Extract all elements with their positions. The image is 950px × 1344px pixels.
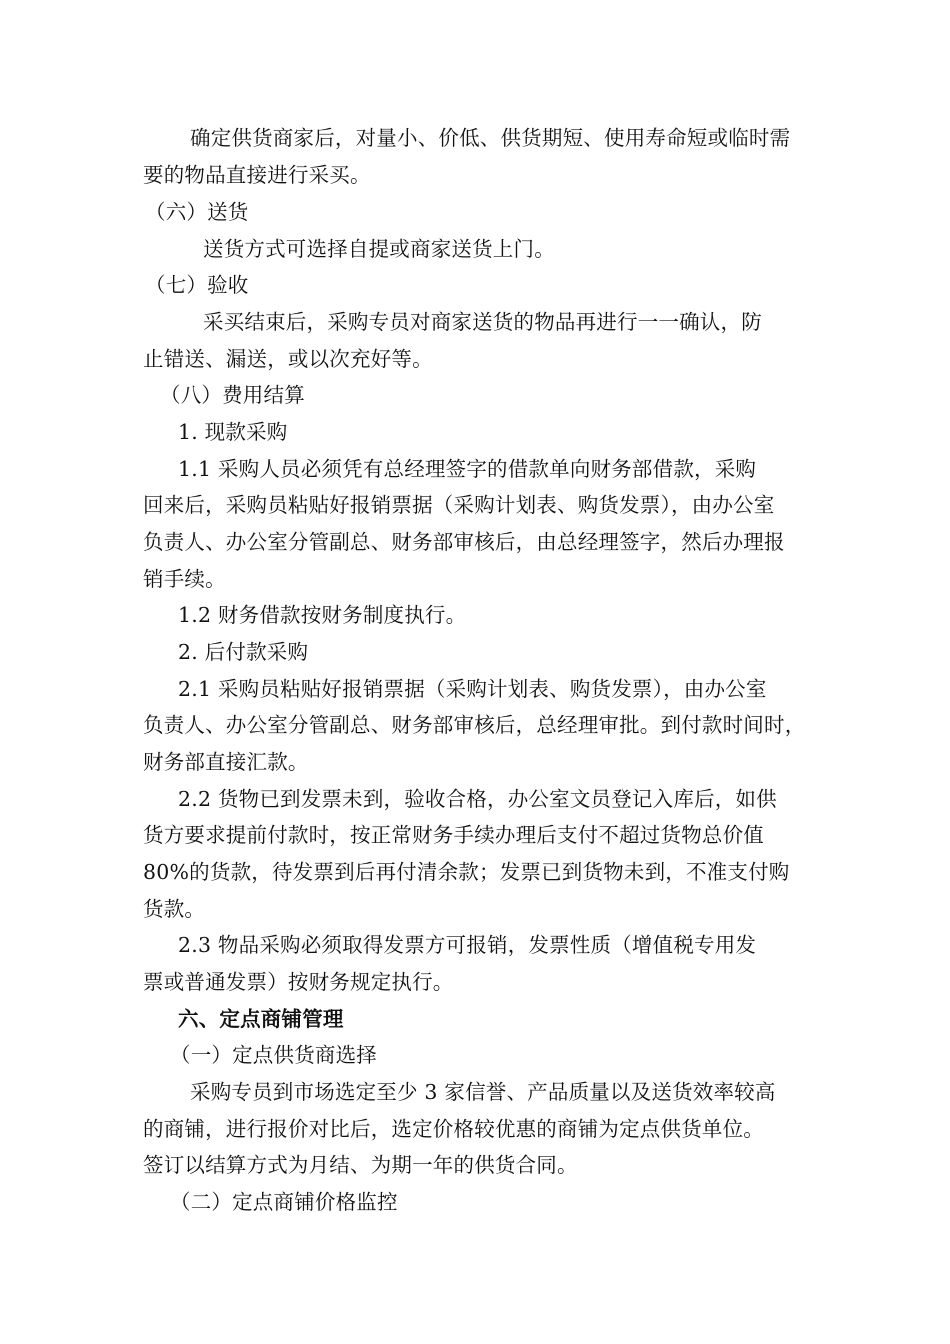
- paragraph-line: 1.2 财务借款按财务制度执行。: [178, 603, 467, 627]
- section-heading-eight-settlement: （八）费用结算: [160, 383, 305, 407]
- subheading-cash-purchase: 1. 现款采购: [178, 420, 288, 444]
- paragraph-line: 财务部直接汇款。: [143, 750, 309, 774]
- paragraph-line: 负责人、办公室分管副总、财务部审核后，由总经理签字，然后办理报: [143, 530, 785, 554]
- subheading-supplier-selection: （一）定点供货商选择: [170, 1043, 377, 1067]
- paragraph-line: 采买结束后，采购专员对商家送货的物品再进行一一确认，防: [203, 310, 762, 334]
- paragraph-line: 2.1 采购员粘贴好报销票据（采购计划表、购货发票），由办公室: [178, 677, 767, 701]
- paragraph-line: 确定供货商家后，对量小、价低、供货期短、使用寿命短或临时需: [190, 126, 791, 150]
- paragraph-line: 止错送、漏送，或以次充好等。: [143, 347, 433, 371]
- paragraph-line: 2.3 物品采购必须取得发票方可报销，发票性质（增值税专用发: [178, 933, 757, 957]
- section-heading-six-delivery: （六）送货: [145, 200, 249, 224]
- subheading-price-monitoring: （二）定点商铺价格监控: [170, 1190, 398, 1214]
- paragraph-line: 销手续。: [143, 567, 226, 591]
- paragraph-line: 货方要求提前付款时，按正常财务手续办理后支付不超过货物总价值: [143, 823, 764, 847]
- paragraph-line: 2.2 货物已到发票未到，验收合格，办公室文员登记入库后，如供: [178, 787, 777, 811]
- section-heading-fixed-shop-management: 六、定点商铺管理: [178, 1007, 344, 1031]
- paragraph-line: 采购专员到市场选定至少 3 家信誉、产品质量以及送货效率较高: [190, 1080, 776, 1104]
- paragraph-line: 负责人、办公室分管副总、财务部审核后，总经理审批。到付款时间时，: [143, 713, 806, 737]
- paragraph-line: 送货方式可选择自提或商家送货上门。: [203, 237, 555, 261]
- section-heading-seven-acceptance: （七）验收: [145, 273, 249, 297]
- paragraph-line: 回来后，采购员粘贴好报销票据（采购计划表、购货发票），由办公室: [143, 493, 775, 517]
- paragraph-line: 要的物品直接进行采买。: [143, 163, 371, 187]
- subheading-deferred-payment: 2. 后付款采购: [178, 640, 309, 664]
- paragraph-line: 签订以结算方式为月结、为期一年的供货合同。: [143, 1153, 578, 1177]
- paragraph-line: 票或普通发票）按财务规定执行。: [143, 970, 454, 994]
- paragraph-line: 的商铺，进行报价对比后，选定价格较优惠的商铺为定点供货单位。: [143, 1117, 764, 1141]
- paragraph-line: 货款。: [143, 897, 206, 921]
- paragraph-line: 1.1 采购人员必须凭有总经理签字的借款单向财务部借款，采购: [178, 457, 757, 481]
- paragraph-line: 80%的货款，待发票到后再付清余款；发票已到货物未到，不准支付购: [143, 860, 790, 884]
